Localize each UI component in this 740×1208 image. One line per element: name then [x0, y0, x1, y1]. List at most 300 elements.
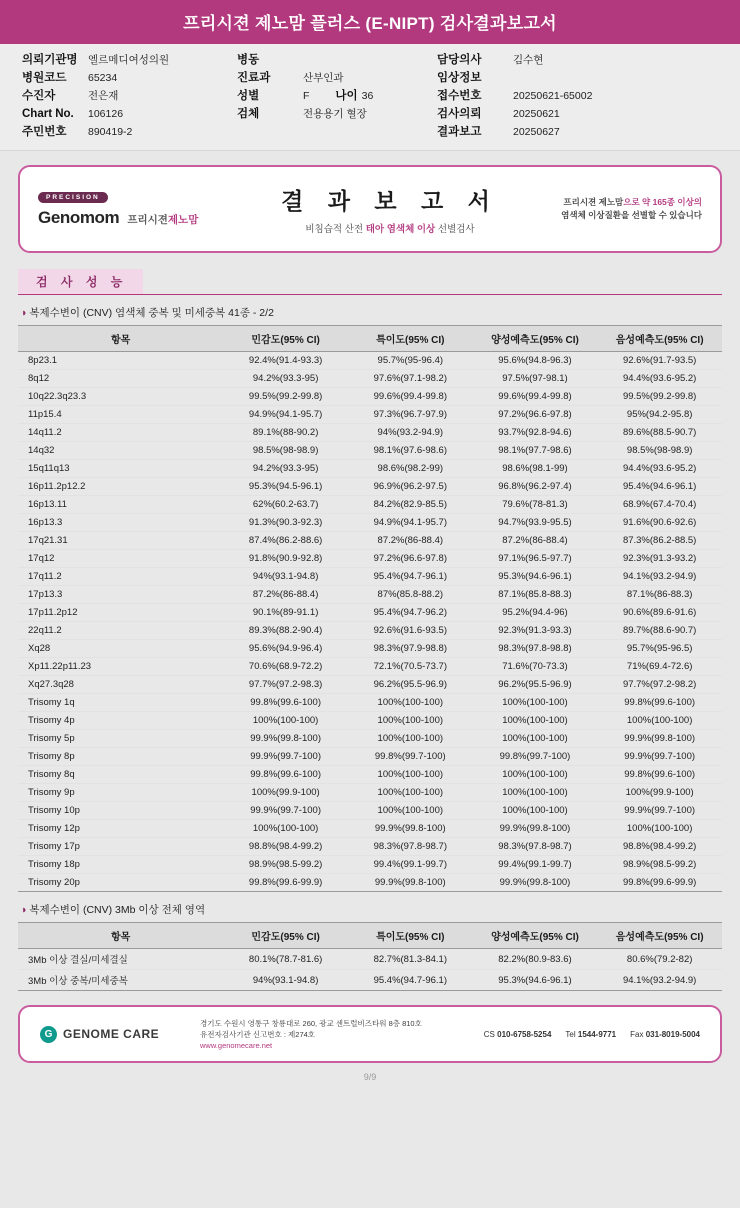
row-metric-value: 98.1%(97.6-98.6)	[348, 442, 473, 460]
age-label: 나이	[335, 90, 358, 102]
info-label: 임상정보	[437, 72, 482, 84]
row-metric-value: 91.6%(90.6-92.6)	[597, 514, 722, 532]
row-item-label: 11p15.4	[18, 406, 223, 424]
row-metric-value: 68.9%(67.4-70.4)	[597, 496, 722, 514]
info-value-pair	[303, 89, 373, 104]
row-metric-value: 94.9%(94.1-95.7)	[223, 406, 348, 424]
row-metric-value: 97.2%(96.6-97.8)	[473, 406, 598, 424]
row-item-label: Xq27.3q28	[18, 676, 223, 694]
table-row	[18, 970, 722, 991]
info-value: 20250621	[513, 108, 560, 120]
table-row	[18, 550, 722, 568]
row-metric-value: 99.9%(99.8-100)	[473, 874, 598, 892]
row-metric-value: 87.1%(86-88.3)	[597, 586, 722, 604]
row-metric-value: 98.3%(97.8-98.8)	[473, 640, 598, 658]
info-label: 검체	[237, 108, 260, 120]
table-row	[18, 442, 722, 460]
row-metric-value: 87.2%(86-88.4)	[223, 586, 348, 604]
table-header-row	[18, 326, 722, 352]
row-metric-value: 97.2%(96.6-97.8)	[348, 550, 473, 568]
row-metric-value: 92.3%(91.3-93.2)	[597, 550, 722, 568]
row-metric-value: 95%(94.2-95.8)	[597, 406, 722, 424]
row-metric-value: 90.6%(89.6-91.6)	[597, 604, 722, 622]
table-row	[18, 694, 722, 712]
row-metric-value: 99.9%(99.8-100)	[473, 820, 598, 838]
info-row	[437, 125, 667, 140]
table-row	[18, 856, 722, 874]
patient-info-column-2	[237, 53, 437, 140]
row-metric-value: 92.4%(91.4-93.3)	[223, 352, 348, 370]
row-metric-value: 93.7%(92.8-94.6)	[473, 424, 598, 442]
row-metric-value: 99.6%(99.4-99.8)	[348, 388, 473, 406]
table-header-row	[18, 923, 722, 949]
info-row-sex-age	[237, 89, 437, 104]
row-item-label: 8p23.1	[18, 352, 223, 370]
brand-names	[38, 208, 253, 228]
row-item-label: Trisomy 12p	[18, 820, 223, 838]
table-row	[18, 388, 722, 406]
row-metric-value: 100%(100-100)	[348, 730, 473, 748]
subsection-title-1	[20, 305, 720, 320]
contact-cs	[484, 1030, 552, 1039]
info-row	[237, 107, 437, 122]
row-metric-value: 95.3%(94.6-96.1)	[473, 568, 598, 586]
column-header-item: 항목	[18, 326, 223, 352]
info-label: 검사의뢰	[437, 108, 482, 120]
row-metric-value: 99.6%(99.4-99.8)	[473, 388, 598, 406]
brand-block	[38, 190, 253, 228]
row-metric-value: 79.6%(78-81.3)	[473, 496, 598, 514]
row-metric-value: 100%(100-100)	[223, 820, 348, 838]
table-row	[18, 640, 722, 658]
table-row	[18, 370, 722, 388]
row-metric-value: 71%(69.4-72.6)	[597, 658, 722, 676]
row-metric-value: 94.7%(93.9-95.5)	[473, 514, 598, 532]
info-value: 20250621-65002	[513, 90, 593, 102]
row-metric-value: 95.7%(95-96.4)	[348, 352, 473, 370]
row-metric-value: 100%(99.9-100)	[223, 784, 348, 802]
info-label: 병동	[237, 54, 260, 66]
row-metric-value: 95.7%(95-96.5)	[597, 640, 722, 658]
row-metric-value: 99.8%(99.6-100)	[597, 766, 722, 784]
row-metric-value: 96.2%(95.5-96.9)	[473, 676, 598, 694]
row-metric-value: 100%(100-100)	[348, 694, 473, 712]
row-metric-value: 99.4%(99.1-99.7)	[348, 856, 473, 874]
row-metric-value: 84.2%(82.9-85.5)	[348, 496, 473, 514]
row-metric-value: 98.3%(97.9-98.8)	[348, 640, 473, 658]
row-metric-value: 94.9%(94.1-95.7)	[348, 514, 473, 532]
contact-fax	[630, 1030, 700, 1039]
contact-tel	[565, 1030, 616, 1039]
table-row	[18, 424, 722, 442]
table-row	[18, 658, 722, 676]
bullet-icon: ◑	[20, 904, 27, 916]
subtitle-post: 선별검사	[435, 224, 475, 235]
note-pre: 프리시젼 제노맘	[563, 197, 624, 207]
row-metric-value: 98.5%(98-98.9)	[223, 442, 348, 460]
row-metric-value: 97.1%(96.5-97.7)	[473, 550, 598, 568]
row-metric-value: 99.9%(99.8-100)	[348, 874, 473, 892]
row-item-label: Trisomy 10p	[18, 802, 223, 820]
row-item-label: Trisomy 20p	[18, 874, 223, 892]
row-metric-value: 95.2%(94.4-96)	[473, 604, 598, 622]
table-row	[18, 802, 722, 820]
row-metric-value: 95.4%(94.6-96.1)	[597, 478, 722, 496]
row-metric-value: 98.3%(97.8-98.7)	[473, 838, 598, 856]
contact-fax-label: Fax	[630, 1029, 644, 1039]
info-row	[22, 53, 237, 68]
contact-fax-value: 031-8019-5004	[645, 1029, 700, 1039]
row-metric-value: 100%(100-100)	[473, 730, 598, 748]
info-row	[22, 89, 237, 104]
table-row	[18, 586, 722, 604]
row-metric-value: 100%(100-100)	[473, 802, 598, 820]
row-metric-value: 99.9%(99.8-100)	[597, 730, 722, 748]
contact-info	[484, 1030, 700, 1039]
company-website-link[interactable]: www.genomecare.net	[200, 1040, 273, 1050]
row-metric-value: 99.9%(99.7-100)	[597, 748, 722, 766]
info-row	[22, 125, 237, 140]
info-label: 담당의사	[437, 54, 482, 66]
row-metric-value: 97.7%(97.2-98.3)	[223, 676, 348, 694]
row-metric-value: 100%(100-100)	[597, 820, 722, 838]
row-metric-value: 100%(100-100)	[348, 712, 473, 730]
age-group	[335, 89, 373, 104]
row-metric-value: 100%(100-100)	[348, 766, 473, 784]
row-item-label: Trisomy 9p	[18, 784, 223, 802]
table-row	[18, 784, 722, 802]
table-row	[18, 949, 722, 970]
row-metric-value: 91.3%(90.3-92.3)	[223, 514, 348, 532]
row-metric-value: 98.6%(98.1-99)	[473, 460, 598, 478]
row-metric-value: 98.9%(98.5-99.2)	[597, 856, 722, 874]
row-metric-value: 99.4%(99.1-99.7)	[473, 856, 598, 874]
patient-info-column-1	[22, 53, 237, 140]
column-header-item: 항목	[18, 923, 223, 949]
patient-info-column-3	[437, 53, 667, 140]
table-row	[18, 838, 722, 856]
column-header-npv: 음성예측도(95% CI)	[597, 326, 722, 352]
table-row	[18, 730, 722, 748]
genome-care-logo-text: GENOME CARE	[63, 1027, 160, 1041]
row-metric-value: 94%(93.1-94.8)	[223, 970, 348, 991]
report-header-card	[18, 165, 722, 253]
row-metric-value: 100%(100-100)	[223, 712, 348, 730]
table-row	[18, 478, 722, 496]
row-metric-value: 97.6%(97.1-98.2)	[348, 370, 473, 388]
row-metric-value: 95.4%(94.7-96.1)	[348, 568, 473, 586]
row-item-label: Xp11.22p11.23	[18, 658, 223, 676]
genome-care-logo	[40, 1026, 200, 1043]
info-row	[22, 71, 237, 86]
table-row	[18, 622, 722, 640]
table-row	[18, 514, 722, 532]
info-label: 접수번호	[437, 90, 482, 102]
row-item-label: Trisomy 1q	[18, 694, 223, 712]
column-header-ppv: 양성예측도(95% CI)	[473, 923, 598, 949]
brand-name-ko	[127, 214, 198, 226]
row-item-label: 17p11.2p12	[18, 604, 223, 622]
row-metric-value: 72.1%(70.5-73.7)	[348, 658, 473, 676]
table-row	[18, 460, 722, 478]
table-row	[18, 568, 722, 586]
row-metric-value: 91.8%(90.9-92.8)	[223, 550, 348, 568]
row-metric-value: 96.9%(96.2-97.5)	[348, 478, 473, 496]
info-value: 20250627	[513, 126, 560, 138]
row-metric-value: 100%(100-100)	[473, 784, 598, 802]
row-metric-value: 94.2%(93.3-95)	[223, 370, 348, 388]
row-metric-value: 89.3%(88.2-90.4)	[223, 622, 348, 640]
row-metric-value: 94%(93.1-94.8)	[223, 568, 348, 586]
row-metric-value: 62%(60.2-63.7)	[223, 496, 348, 514]
row-metric-value: 95.3%(94.6-96.1)	[473, 970, 598, 991]
table-row	[18, 748, 722, 766]
row-metric-value: 98.8%(98.4-99.2)	[597, 838, 722, 856]
row-item-label: Trisomy 17p	[18, 838, 223, 856]
info-label: 진료과	[237, 72, 271, 84]
subsection-label-1: 복제수변이 (CNV) 염색체 중복 및 미세중복 41종 - 2/2	[29, 307, 274, 319]
company-address	[200, 1018, 484, 1051]
info-value: 김수현	[513, 54, 544, 66]
row-item-label: 15q11q13	[18, 460, 223, 478]
row-item-label: 14q32	[18, 442, 223, 460]
row-metric-value: 94.1%(93.2-94.9)	[597, 568, 722, 586]
row-metric-value: 96.8%(96.2-97.4)	[473, 478, 598, 496]
row-metric-value: 99.8%(99.6-100)	[223, 766, 348, 784]
row-metric-value: 95.4%(94.7-96.1)	[348, 970, 473, 991]
subtitle-highlight: 태아 염색체 이상	[365, 224, 436, 235]
row-metric-value: 80.1%(78.7-81.6)	[223, 949, 348, 970]
row-metric-value: 99.5%(99.2-99.8)	[223, 388, 348, 406]
row-item-label: Xq28	[18, 640, 223, 658]
report-title: 결 과 보 고 서	[281, 188, 499, 214]
cnv-3mb-table	[18, 922, 722, 991]
info-label: 성별	[237, 90, 260, 102]
row-metric-value: 90.1%(89-91.1)	[223, 604, 348, 622]
precision-badge: PRECISION	[38, 192, 108, 203]
row-item-label: Trisomy 18p	[18, 856, 223, 874]
address-line-2: 유전자검사기관 신고번호 : 제274호	[200, 1029, 316, 1039]
page-title: 프리시젼 제노맘 플러스 (E-NIPT) 검사결과보고서	[0, 0, 740, 44]
row-item-label: 17q11.2	[18, 568, 223, 586]
column-header-ppv: 양성예측도(95% CI)	[473, 326, 598, 352]
section-title: 검 사 성 능	[18, 269, 143, 294]
report-note	[527, 196, 702, 222]
row-metric-value: 82.2%(80.9-83.6)	[473, 949, 598, 970]
row-metric-value: 96.2%(95.5-96.9)	[348, 676, 473, 694]
row-metric-value: 98.3%(97.8-98.7)	[348, 838, 473, 856]
age-value: 36	[361, 90, 374, 102]
row-item-label: 8q12	[18, 370, 223, 388]
row-metric-value: 99.8%(99.7-100)	[348, 748, 473, 766]
table-row	[18, 496, 722, 514]
row-metric-value: 99.8%(99.6-100)	[597, 694, 722, 712]
brand-name-en: Genomom	[38, 208, 120, 227]
section-divider	[18, 294, 722, 295]
info-label: 병원코드	[22, 72, 67, 84]
row-metric-value: 100%(100-100)	[473, 694, 598, 712]
row-item-label: Trisomy 8q	[18, 766, 223, 784]
info-row	[437, 89, 667, 104]
info-label: Chart No.	[22, 108, 74, 120]
row-metric-value: 94.4%(93.6-95.2)	[597, 370, 722, 388]
g-mark-icon: G	[40, 1026, 57, 1043]
brand-name-ko-prefix: 프리시젼	[127, 214, 168, 226]
column-header-sensitivity: 민감도(95% CI)	[223, 923, 348, 949]
page-number: 9/9	[363, 1072, 377, 1082]
row-metric-value: 99.9%(99.8-100)	[223, 730, 348, 748]
row-metric-value: 92.6%(91.7-93.5)	[597, 352, 722, 370]
contact-cs-label: CS	[483, 1029, 495, 1039]
row-metric-value: 99.8%(99.6-100)	[223, 694, 348, 712]
info-label: 결과보고	[437, 126, 482, 138]
brand-name-ko-suffix: 제노맘	[167, 214, 199, 226]
info-value: 106126	[88, 108, 124, 120]
subsection-label-2: 복제수변이 (CNV) 3Mb 이상 전체 영역	[29, 904, 206, 916]
row-metric-value: 99.9%(99.7-100)	[223, 802, 348, 820]
row-metric-value: 87.2%(86-88.4)	[348, 532, 473, 550]
row-metric-value: 98.5%(98-98.9)	[597, 442, 722, 460]
row-metric-value: 100%(100-100)	[473, 712, 598, 730]
table-row	[18, 874, 722, 892]
info-value: 890419-2	[88, 126, 133, 138]
sex-value: F	[303, 90, 310, 102]
row-item-label: 16p13.11	[18, 496, 223, 514]
row-metric-value: 92.3%(91.3-93.3)	[473, 622, 598, 640]
row-item-label: 22q11.2	[18, 622, 223, 640]
row-metric-value: 99.9%(99.7-100)	[223, 748, 348, 766]
row-metric-value: 99.9%(99.8-100)	[348, 820, 473, 838]
row-metric-value: 89.1%(88-90.2)	[223, 424, 348, 442]
row-metric-value: 87.2%(86-88.4)	[473, 532, 598, 550]
row-item-label: Trisomy 8p	[18, 748, 223, 766]
cnv-performance-table	[18, 325, 722, 892]
info-value: 전은재	[88, 90, 119, 102]
info-value: 65234	[88, 72, 118, 84]
column-header-specificity: 특이도(95% CI)	[348, 923, 473, 949]
row-metric-value: 92.6%(91.6-93.5)	[348, 622, 473, 640]
row-metric-value: 98.9%(98.5-99.2)	[223, 856, 348, 874]
info-label: 주민번호	[22, 126, 67, 138]
row-metric-value: 87%(85.8-88.2)	[348, 586, 473, 604]
row-metric-value: 94%(93.2-94.9)	[348, 424, 473, 442]
report-subtitle	[253, 221, 527, 235]
row-item-label: 17p13.3	[18, 586, 223, 604]
row-metric-value: 97.7%(97.2-98.2)	[597, 676, 722, 694]
row-metric-value: 87.4%(86.2-88.6)	[223, 532, 348, 550]
subsection-title-2	[20, 902, 720, 917]
table-row	[18, 352, 722, 370]
row-metric-value: 97.5%(97-98.1)	[473, 370, 598, 388]
row-metric-value: 95.6%(94.9-96.4)	[223, 640, 348, 658]
note-highlight: 으로 약 165종 이상의	[623, 197, 702, 207]
row-metric-value: 100%(100-100)	[597, 712, 722, 730]
column-header-sensitivity: 민감도(95% CI)	[223, 326, 348, 352]
table-row	[18, 676, 722, 694]
row-item-label: 17q21.31	[18, 532, 223, 550]
row-metric-value: 94.1%(93.2-94.9)	[597, 970, 722, 991]
row-metric-value: 89.6%(88.5-90.7)	[597, 424, 722, 442]
info-value: 전용용기 혈장	[303, 108, 367, 120]
row-metric-value: 98.8%(98.4-99.2)	[223, 838, 348, 856]
row-item-label: Trisomy 5p	[18, 730, 223, 748]
row-metric-value: 99.9%(99.7-100)	[597, 802, 722, 820]
row-metric-value: 80.6%(79.2-82)	[597, 949, 722, 970]
row-metric-value: 95.3%(94.5-96.1)	[223, 478, 348, 496]
row-item-label: 17q12	[18, 550, 223, 568]
row-metric-value: 71.6%(70-73.3)	[473, 658, 598, 676]
row-item-label: Trisomy 4p	[18, 712, 223, 730]
row-metric-value: 100%(100-100)	[348, 802, 473, 820]
row-metric-value: 100%(100-100)	[348, 784, 473, 802]
row-metric-value: 94.4%(93.6-95.2)	[597, 460, 722, 478]
info-label: 수진자	[22, 90, 56, 102]
info-row	[22, 107, 237, 122]
column-header-specificity: 특이도(95% CI)	[348, 326, 473, 352]
table-row	[18, 766, 722, 784]
row-item-label: 10q22.3q23.3	[18, 388, 223, 406]
row-item-label: 16p13.3	[18, 514, 223, 532]
row-metric-value: 98.1%(97.7-98.6)	[473, 442, 598, 460]
row-item-label: 14q11.2	[18, 424, 223, 442]
patient-info-band	[0, 44, 740, 151]
subtitle-pre: 비침습적 산전	[305, 224, 366, 235]
report-note-line2: 염색체 이상질환을 선별할 수 있습니다	[561, 210, 702, 220]
footer-card	[18, 1005, 722, 1063]
row-metric-value: 87.1%(85.8-88.3)	[473, 586, 598, 604]
row-metric-value: 100%(99.9-100)	[597, 784, 722, 802]
info-row	[237, 53, 437, 68]
info-value: 엘르메디여성의원	[88, 54, 170, 66]
contact-cs-value: 010-6758-5254	[497, 1029, 552, 1039]
table-row	[18, 604, 722, 622]
row-metric-value: 100%(100-100)	[473, 766, 598, 784]
table-row	[18, 820, 722, 838]
info-row	[237, 71, 437, 86]
address-line-1: 경기도 수원시 영통구 창룡대로 260, 광교 센트럴비즈타워 8층 810호	[200, 1018, 422, 1028]
row-metric-value: 94.2%(93.3-95)	[223, 460, 348, 478]
table-row	[18, 712, 722, 730]
row-metric-value: 99.5%(99.2-99.8)	[597, 388, 722, 406]
row-metric-value: 97.3%(96.7-97.9)	[348, 406, 473, 424]
row-metric-value: 99.8%(99.7-100)	[473, 748, 598, 766]
row-metric-value: 99.8%(99.6-99.9)	[223, 874, 348, 892]
row-item-label: 3Mb 이상 중복/미세중복	[18, 970, 223, 991]
section-header	[18, 269, 722, 295]
bullet-icon: ◑	[20, 307, 27, 319]
report-title-block	[253, 183, 527, 235]
contact-tel-label: Tel	[565, 1029, 576, 1039]
report-note-line1	[527, 196, 702, 209]
table-row	[18, 532, 722, 550]
row-metric-value: 89.7%(88.6-90.7)	[597, 622, 722, 640]
row-metric-value: 95.6%(94.8-96.3)	[473, 352, 598, 370]
info-row	[437, 53, 667, 68]
table-row	[18, 406, 722, 424]
row-item-label: 3Mb 이상 결실/미세결실	[18, 949, 223, 970]
contact-tel-value: 1544-9771	[577, 1029, 617, 1039]
row-item-label: 16p11.2p12.2	[18, 478, 223, 496]
row-metric-value: 98.6%(98.2-99)	[348, 460, 473, 478]
row-metric-value: 87.3%(86.2-88.5)	[597, 532, 722, 550]
info-row	[437, 107, 667, 122]
info-row	[437, 71, 667, 86]
column-header-npv: 음성예측도(95% CI)	[597, 923, 722, 949]
row-metric-value: 82.7%(81.3-84.1)	[348, 949, 473, 970]
info-label: 의뢰기관명	[22, 54, 78, 66]
info-value: 산부인과	[303, 72, 344, 84]
row-metric-value: 70.6%(68.9-72.2)	[223, 658, 348, 676]
